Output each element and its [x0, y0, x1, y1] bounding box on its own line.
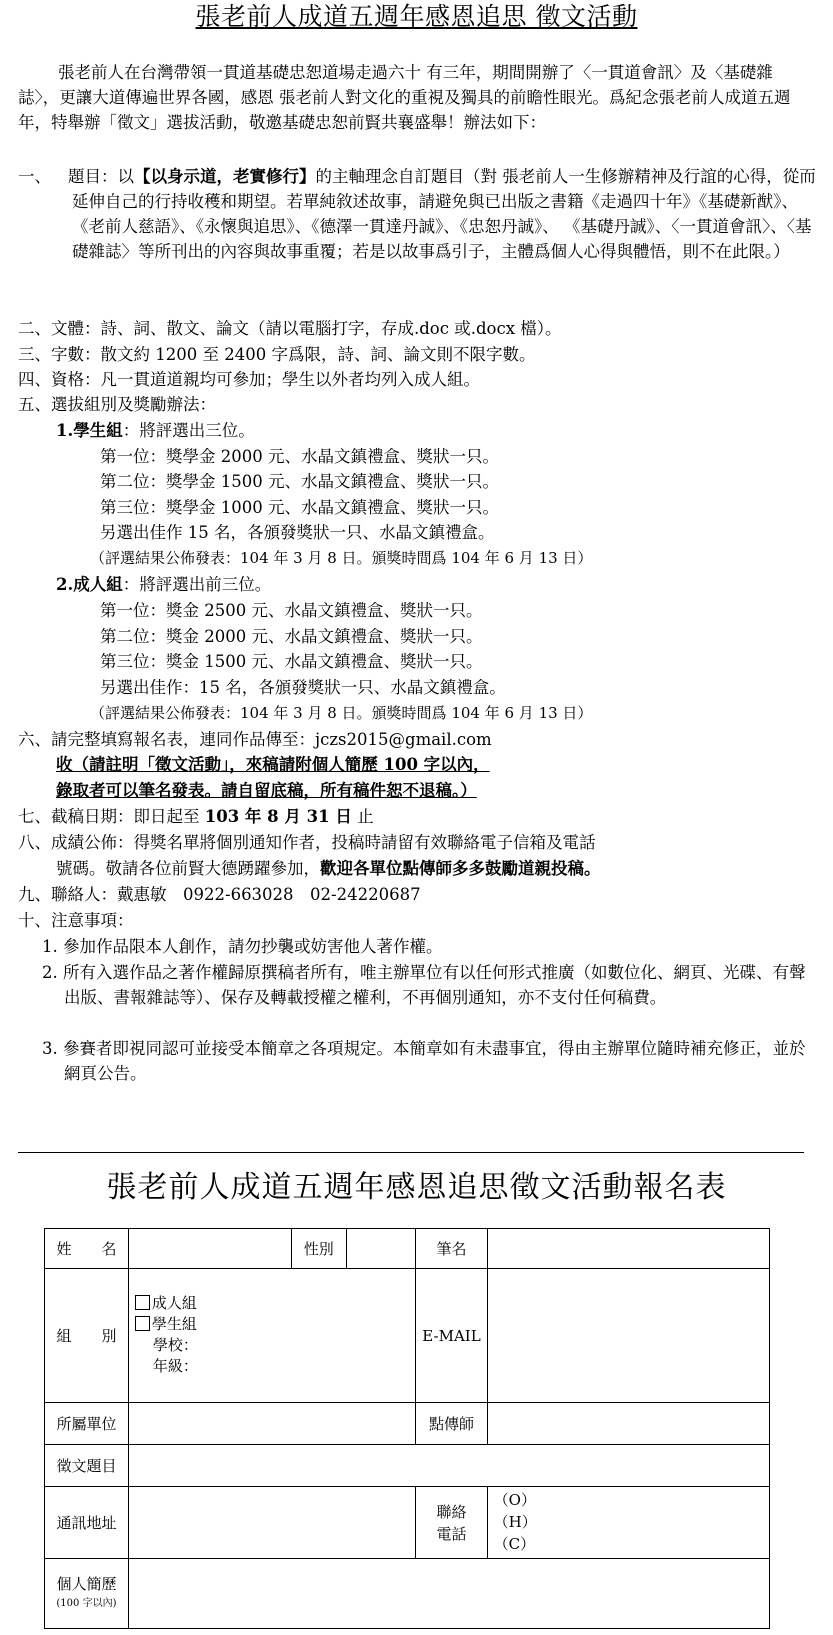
email-label: E-MAIL [416, 1269, 487, 1403]
student-checkbox[interactable] [135, 1316, 150, 1331]
pen-name-field[interactable] [487, 1229, 769, 1269]
name-label: 姓 名 [45, 1229, 129, 1269]
adult-prize-3: 第三位：獎金 1500 元、水晶文鎮禮盒、獎狀一只。 [100, 652, 483, 671]
student-group-label: 1.學生組 [56, 421, 123, 440]
student-option-label: 學生組 [151, 1315, 197, 1333]
student-prize-1: 第一位：獎學金 2000 元、水晶文鎮禮盒、獎狀一只。 [100, 447, 499, 466]
adult-option[interactable] [135, 1293, 409, 1314]
bio-field[interactable] [128, 1559, 769, 1629]
school-label: 學校： [152, 1336, 198, 1354]
registration-form [44, 1228, 770, 1629]
section-6-line-2: 收（請註明「徵文活動」，來稿請附個人簡歷 100 字以內， [56, 755, 490, 774]
pen-name-label: 筆名 [416, 1229, 487, 1269]
adult-prize-1: 第一位：獎金 2500 元、水晶文鎮禮盒、獎狀一只。 [100, 601, 483, 620]
student-option[interactable] [135, 1314, 409, 1335]
adult-result-note: （評選結果公佈發表：104 年 3 月 8 日。頒獎時間爲 104 年 6 月 13 日） [90, 704, 593, 722]
student-group [56, 418, 255, 443]
deadline-suffix: 止 [351, 807, 374, 826]
section-1-theme: 【以身示道，老實修行】 [134, 167, 316, 186]
section-8-invite: 號碼。敬請各位前賢大德踴躍參加， [56, 859, 320, 878]
section-1-number: 一、 [18, 167, 51, 186]
section-8-encourage: 歡迎各單位點傳師多多鼓勵道親投稿。 [320, 859, 601, 878]
notice-1: 1. 參加作品限本人創作，請勿抄襲或妨害他人著作權。 [42, 937, 443, 956]
section-8-line-1: 八、成績公佈：得獎名單將個別通知作者，投稿時請留有效聯絡電子信箱及電話 [18, 833, 596, 852]
unit-label: 所屬單位 [45, 1403, 129, 1445]
bio-limit-note: (100 字以內) [56, 1597, 117, 1609]
adult-option-label: 成人組 [151, 1294, 197, 1312]
adult-group [56, 572, 271, 597]
gender-field[interactable] [346, 1229, 416, 1269]
phone-label: 聯絡 電話 [416, 1487, 487, 1559]
address-label: 通訊地址 [45, 1487, 129, 1559]
bio-label-cell [45, 1559, 129, 1629]
adult-checkbox[interactable] [135, 1295, 150, 1310]
section-6-line-1: 六、請完整填寫報名表，連同作品傳至：jczs2015@gmail.com [18, 730, 492, 749]
section-1-text [68, 164, 817, 264]
section-1-body: 的主軸理念自訂題目（對 張老前人一生修辦精神及行誼的心得，從而延伸自己的行持收穫和期望。若單純敘述故事，請避免與已出版之書籍《走過四十年》《基礎新猷》、《老前人慈語》、《永懷與追思》、《德澤一貫達丹誠》、《忠恕丹誠》、 《基礎丹誠》、〈一貫道會訊〉、〈基礎雜誌〉等所刊出的內容與故事重覆；若是以故事爲引子，主體爲個人心得與體悟，則不在此限。） [72, 167, 816, 261]
group-field [128, 1269, 415, 1403]
phone-home: （H） [493, 1513, 537, 1531]
student-result-note: （評選結果公佈發表：104 年 3 月 8 日。頒獎時間爲 104 年 6 月 13 日） [90, 549, 593, 567]
notice-3: 3. 參賽者即視同認可並接受本簡章之各項規定。本簡章如有未盡事宜，得由主辦單位隨時補充修正，並於網頁公告。 [42, 1039, 806, 1083]
adult-group-desc: ：將評選出前三位。 [122, 575, 272, 594]
intro-paragraph: 張老前人在台灣帶領一貫道基礎忠恕道場走過六十 有三年，期間開辦了〈一貫道會訊〉及〈基礎雜誌〉，更讓大道傳遍世界各國，感恩 張老前人對文化的重視及獨具的前瞻性眼光。爲紀念張老前人成道五週年，特舉辦「徵文」選拔活動，敬邀基礎忠恕前賢共襄盛舉！辦法如下： [18, 63, 791, 132]
gender-label: 性別 [291, 1229, 346, 1269]
grade-label: 年級： [152, 1357, 198, 1375]
section-10-heading: 十、注意事項： [18, 911, 134, 930]
section-1-prefix: 題目：以 [68, 167, 134, 186]
divider [18, 1152, 804, 1153]
student-prize-3: 第三位：獎學金 1000 元、水晶文鎮禮盒、獎狀一只。 [100, 498, 499, 517]
section-3: 三、字數：散文約 1200 至 2400 字爲限，詩、詞、論文則不限字數。 [18, 345, 536, 364]
group-label: 組 別 [45, 1269, 129, 1403]
form-title: 張老前人成道五週年感恩追思徵文活動報名表 [106, 1170, 727, 1205]
unit-field[interactable] [128, 1403, 415, 1445]
section-6-line-3: 錄取者可以筆名發表。請自留底稿，所有稿件恕不退稿。） [56, 781, 477, 800]
section-7 [18, 804, 818, 829]
student-honorable: 另選出佳作 15 名，各頒發獎狀一只、水晶文鎮禮盒。 [100, 523, 495, 542]
deadline-date: 103 年 8 月 31 日 [204, 807, 352, 826]
adult-group-label: 2.成人組 [56, 575, 123, 594]
section-4: 四、資格：凡一貫道道親均可參加；學生以外者均列入成人組。 [18, 370, 480, 389]
email-field[interactable] [487, 1269, 769, 1403]
section-2: 二、文體：詩、詞、散文、論文（請以電腦打字，存成.doc 或.docx 檔）。 [18, 319, 562, 338]
phone-office: （O） [493, 1491, 536, 1509]
section-9-contact: 九、聯絡人：戴惠敏 0922-663028 02-24220687 [18, 885, 421, 904]
address-field[interactable] [128, 1487, 415, 1559]
student-prize-2: 第二位：獎學金 1500 元、水晶文鎮禮盒、獎狀一只。 [100, 472, 499, 491]
deadline-label: 七、截稿日期：即日起至 [18, 807, 205, 826]
adult-honorable: 另選出佳作：15 名，各頒發獎狀一只、水晶文鎮禮盒。 [100, 678, 506, 697]
master-field[interactable] [487, 1403, 769, 1445]
section-8-line-2 [56, 856, 601, 881]
adult-prize-2: 第二位：獎金 2000 元、水晶文鎮禮盒、獎狀一只。 [100, 627, 483, 646]
name-field[interactable] [128, 1229, 291, 1269]
section-5-heading: 五、選拔組別及獎勵辦法： [18, 395, 216, 414]
notice-2: 2. 所有入選作品之著作權歸原撰稿者所有，唯主辦單位有以任何形式推廣（如數位化、網頁、光碟、有聲出版、書報雜誌等）、保存及轉載授權之權利，不再個別通知，亦不支付任何稿費。 [42, 963, 806, 1007]
phone-field[interactable] [487, 1487, 769, 1559]
topic-label: 徵文題目 [45, 1445, 129, 1487]
bio-label: 個人簡歷 [56, 1574, 117, 1593]
phone-cell: （C） [493, 1535, 536, 1553]
page-title: 張老前人成道五週年感恩追思 徵文活動 [195, 2, 638, 31]
master-label: 點傳師 [416, 1403, 487, 1445]
student-group-desc: ：將評選出三位。 [122, 421, 255, 440]
topic-field[interactable] [128, 1445, 769, 1487]
